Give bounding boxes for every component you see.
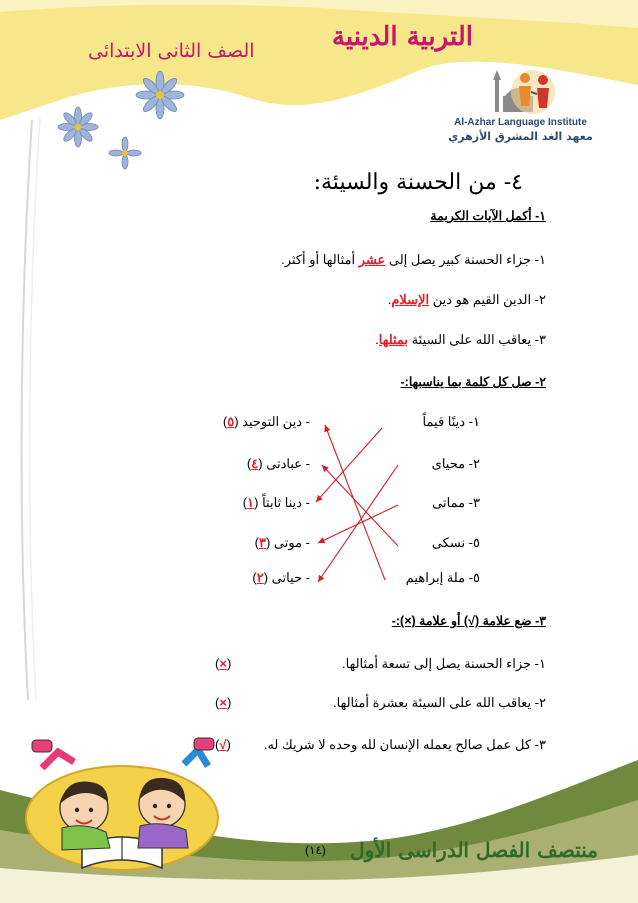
kids-reading-illustration	[22, 728, 222, 873]
match-number: ٢	[256, 570, 264, 585]
item-text: ٢- الدين القيم هو دين	[429, 292, 546, 307]
match-number: ١	[247, 495, 255, 510]
paren: )	[246, 456, 252, 471]
section-title: ٤- من الحسنة والسيئة:	[313, 170, 523, 195]
match-text: - دينا ثابتاً (	[254, 495, 310, 510]
page-number: (١٤)	[305, 843, 326, 857]
match-text: - موتى (	[265, 535, 310, 550]
answer: الإسلام	[391, 292, 430, 307]
match-number: ٤	[251, 456, 259, 471]
match-left-item: ٥- نسكى	[431, 535, 480, 550]
true-false-item: ٣- كل عمل صالح يعمله الإنسان لله وحده لا شريك له.	[263, 737, 546, 752]
paren: )	[222, 414, 228, 429]
mark-symbol: ×	[219, 656, 227, 671]
footer-term-title: منتصف الفصل الدراسى الأول	[350, 838, 598, 862]
match-number: ٣	[259, 535, 266, 550]
true-false-mark: (×)	[215, 656, 232, 671]
subject-title: التربية الدينية	[331, 22, 473, 52]
item-text: .	[375, 332, 379, 347]
match-left-item: ٣- مماتى	[432, 495, 480, 510]
true-false-item: ١- جزاء الحسنة يصل إلى تسعة أمثالها.	[342, 656, 546, 671]
institute-name-ar: معهد الغد المشرق الأزهري	[448, 130, 593, 143]
paren: )	[254, 535, 259, 550]
true-false-mark: (×)	[215, 695, 232, 710]
paren: )	[242, 495, 248, 510]
paren: )	[252, 570, 257, 585]
match-text: - دين التوحيد (	[234, 414, 310, 429]
match-number: ٥	[227, 414, 235, 429]
match-line	[322, 465, 398, 546]
answer: عشر	[358, 252, 386, 267]
item-text: أمثالها أو أكثر.	[281, 252, 359, 267]
mark-symbol: ×	[219, 695, 227, 710]
institute-name-en: Al-Azhar Language Institute	[454, 117, 587, 128]
match-left-item: ٥- ملة إبراهيم	[405, 570, 480, 585]
question-3-heading: ٣- ضع علامة (√) أو علامة (×):-	[391, 614, 546, 628]
answer: بمثلها	[378, 332, 409, 347]
match-text: - حياتى (	[263, 570, 310, 585]
question-1-heading: ١- أكمل الآيات الكريمة	[430, 209, 546, 223]
match-text: - عبادتى (	[258, 456, 310, 471]
question-2-heading: ٢- صل كل كلمة بما يناسبها:-	[400, 375, 546, 389]
item-text: ٣- يعاقب الله على السيئة	[408, 332, 546, 347]
item-text: .	[387, 292, 392, 307]
grade-label: الصف الثانى الابتدائى	[88, 40, 255, 62]
match-line	[316, 428, 382, 502]
true-false-item: ٢- يعاقب الله على السيئة بعشرة أمثالها.	[333, 695, 546, 710]
match-line	[325, 425, 385, 580]
mark-symbol: √	[219, 737, 227, 752]
true-false-mark: (√)	[215, 737, 231, 752]
match-left-item: ٢- محياى	[431, 456, 480, 471]
match-left-item: ١- دينًا قيماً	[422, 414, 480, 429]
item-text: ١- جزاء الحسنة كبير يصل إلى	[385, 252, 546, 267]
